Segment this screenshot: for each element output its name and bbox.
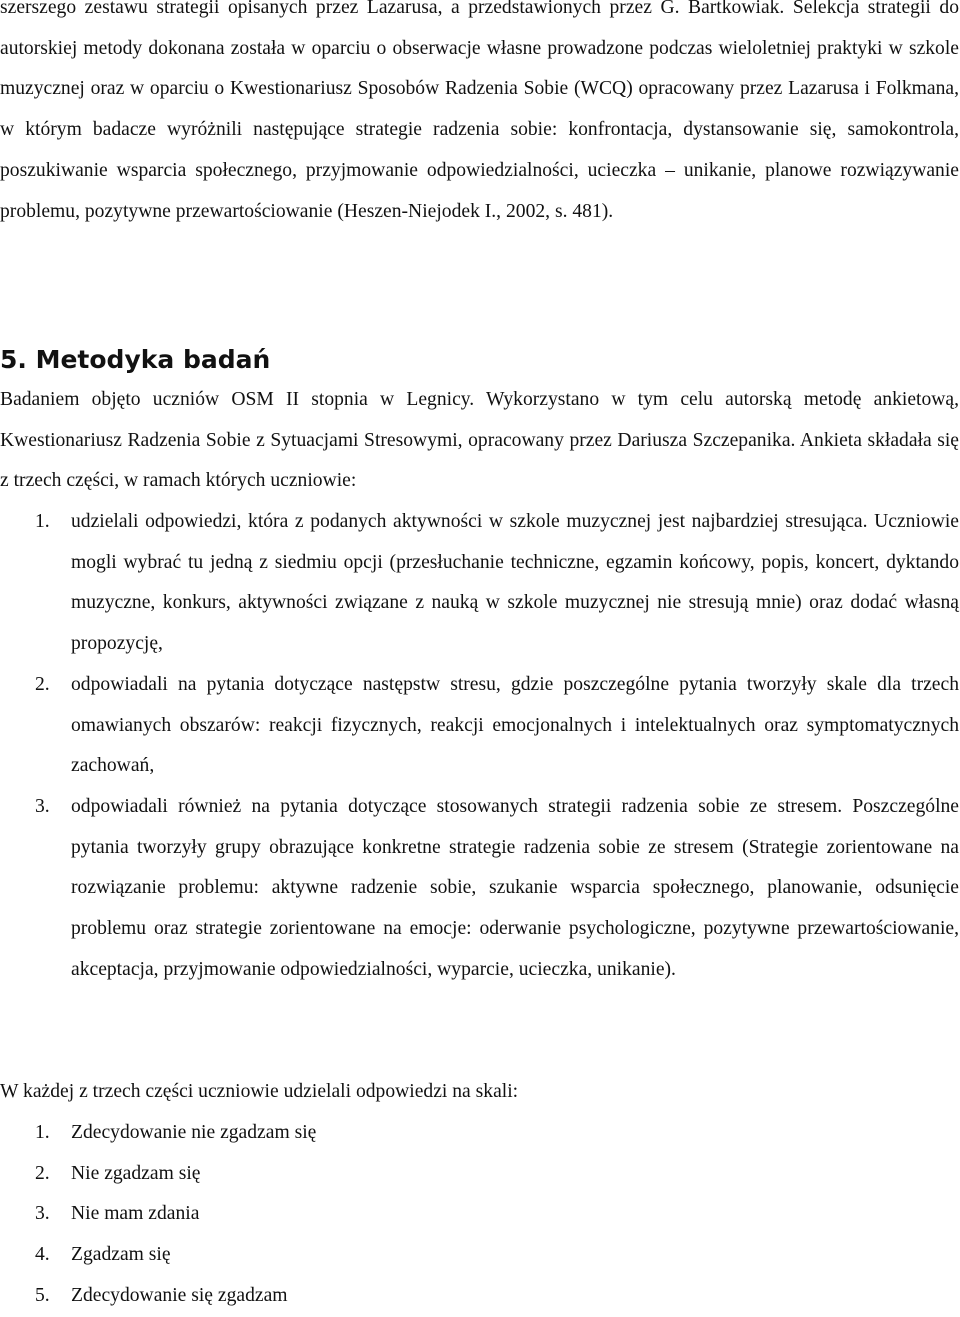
- list-item-number: 5.: [35, 1284, 50, 1306]
- section-heading: 5. Metodyka badań: [0, 345, 271, 374]
- list-item-number: 1.: [35, 511, 50, 532]
- method-paragraph: Badaniem objęto uczniów OSM II stopnia w Legnicy. Wykorzystano w tym celu autorską metodę ankietową, Kwestionariusz Radzenia Sobie z Sytuacjami Stresowymi, opracowany przez Dariusza Szczepanika. Ankieta składała się z trzech części, w ramach których uczniowie:: [0, 389, 959, 492]
- list-item-number: 3.: [35, 795, 50, 817]
- list-item-text: odpowiadali również na pytania dotyczące stosowanych strategii radzenia sobie ze stresem. Poszczególne pytania tworzyły grupy obrazujące konkretne strategie radzenia sobie ze stresem (Strategie zorientowane na rozwiązanie problemu: aktywne radzenie sobie, szukanie wsparcia społecznego, planowanie, odsunięcie problemu oraz strategie zorientowane na emocje: oderwanie psychologiczne, pozytywne przewartościowanie, akceptacja, przyjmowanie odpowiedzialności, wyparcie, ucieczka, unikanie).: [71, 795, 959, 980]
- list-item: [0, 1194, 959, 1235]
- list-item-number: 3.: [35, 1203, 50, 1225]
- scale-options-list: [0, 1113, 959, 1317]
- list-item: [0, 1276, 959, 1317]
- list-item-number: 2.: [35, 1162, 50, 1184]
- list-item-number: 1.: [35, 1122, 50, 1143]
- list-item: [0, 1235, 959, 1276]
- list-item-text: udzielali odpowiedzi, która z podanych aktywności w szkole muzycznej jest najbardziej stresująca. Uczniowie mogli wybrać tu jedną z siedmiu opcji (przesłuchanie techniczne, egzamin końcowy, popis, koncert, dyktando muzyczne, konkurs, aktywności związane z nauką w szkole muzycznej nie stresują mnie) oraz dodać własną propozycję,: [71, 511, 959, 655]
- list-item: [0, 502, 959, 665]
- list-item-number: 4.: [35, 1244, 50, 1266]
- list-item-text: Zgadzam się: [71, 1244, 171, 1266]
- list-item: [0, 1113, 959, 1154]
- list-item-text: odpowiadali na pytania dotyczące następstw stresu, gdzie poszczególne pytania tworzyły skale dla trzech omawianych obszarów: reakcji fizycznych, reakcji emocjonalnych i intelektualnych oraz symptomatycznych zachowań,: [71, 673, 959, 777]
- list-item-text: Zdecydowanie się zgadzam: [71, 1284, 288, 1306]
- scale-paragraph: W każdej z trzech części uczniowie udzielali odpowiedzi na skali:: [0, 1081, 519, 1102]
- survey-parts-list: [0, 502, 959, 990]
- list-item: [0, 787, 959, 991]
- list-item: [0, 665, 959, 787]
- list-item-text: Zdecydowanie nie zgadzam się: [71, 1122, 317, 1143]
- list-item-text: Nie zgadzam się: [71, 1162, 201, 1184]
- list-item-number: 2.: [35, 673, 50, 695]
- intro-paragraph: szerszego zestawu strategii opisanych przez Lazarusa, a przedstawionych przez G. Bartkowiak. Selekcja strategii do autorskiej metody dokonana została w oparciu o obserwacje własne prowadzone podczas wieloletniej praktyki w szkole muzycznej oraz w oparciu o Kwestionariusz Sposobów Radzenia Sobie (WCQ) opracowany przez Lazarusa i Folkmana, w którym badacze wyróżnili następujące strategie radzenia sobie: konfrontacja, dystansowanie się, samokontrola, poszukiwanie wsparcia społecznego, przyjmowanie odpowiedzialności, ucieczka – unikanie, planowe rozwiązywanie problemu, pozytywne przewartościowanie (Heszen-Niejodek I., 2002, s. 481).: [0, 0, 959, 222]
- list-item-text: Nie mam zdania: [71, 1203, 200, 1225]
- list-item: [0, 1154, 959, 1195]
